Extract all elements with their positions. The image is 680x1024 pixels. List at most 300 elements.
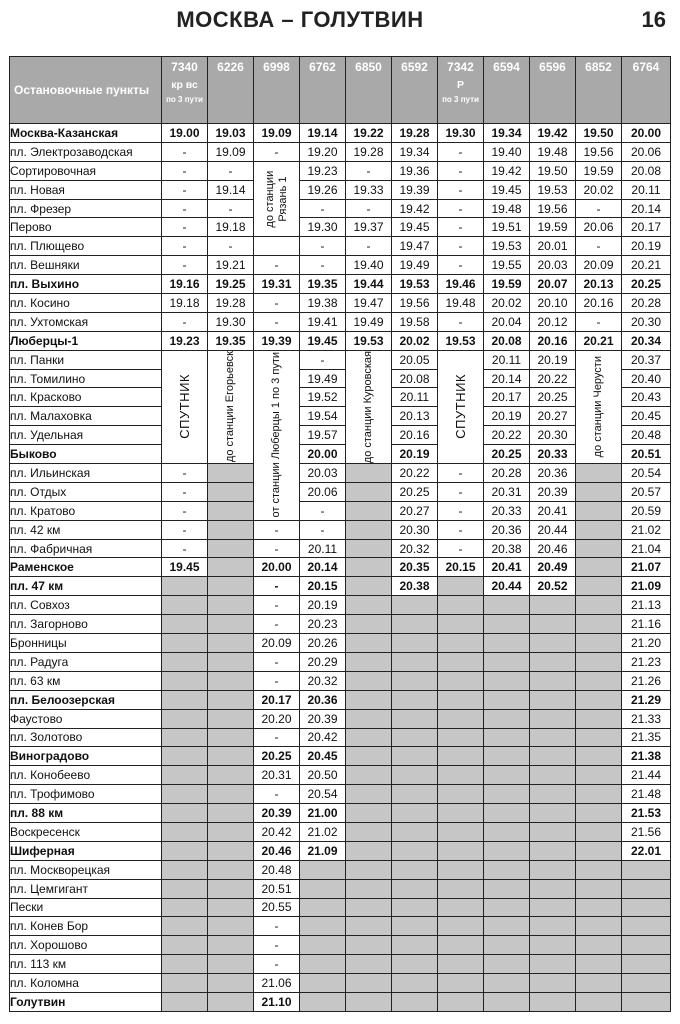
stop-row <box>10 955 671 974</box>
departure-time: 19.53 <box>530 180 576 199</box>
departure-time <box>162 577 208 596</box>
departure-time: - <box>162 312 208 331</box>
departure-time: 19.52 <box>300 388 346 407</box>
departure-time: 20.38 <box>392 577 438 596</box>
stop-name: пл. Вешняки <box>10 256 162 275</box>
departure-time <box>162 822 208 841</box>
departure-time <box>438 615 484 634</box>
departure-time <box>576 690 622 709</box>
stop-name: пл. Косино <box>10 294 162 313</box>
stop-name: Виноградово <box>10 747 162 766</box>
departure-time <box>484 747 530 766</box>
train-number: 6850 <box>355 60 382 74</box>
stop-name: пл. Цемгигант <box>10 879 162 898</box>
departure-time: 19.58 <box>392 312 438 331</box>
stop-row <box>10 312 671 331</box>
stop-row <box>10 482 671 501</box>
departure-time <box>438 955 484 974</box>
departure-time: 19.22 <box>346 124 392 143</box>
departure-time: 21.07 <box>622 558 671 577</box>
departure-time <box>438 690 484 709</box>
departure-time <box>208 917 254 936</box>
stop-row <box>10 464 671 483</box>
departure-time: - <box>254 936 300 955</box>
departure-time <box>392 615 438 634</box>
departure-time <box>576 482 622 501</box>
departure-time: 20.14 <box>622 199 671 218</box>
departure-time: 20.12 <box>530 312 576 331</box>
departure-time: 20.15 <box>300 577 346 596</box>
departure-time <box>162 936 208 955</box>
departure-time <box>346 860 392 879</box>
departure-time <box>208 501 254 520</box>
departure-time: - <box>346 199 392 218</box>
departure-time: - <box>438 520 484 539</box>
departure-time <box>208 558 254 577</box>
departure-time: - <box>254 955 300 974</box>
departure-time: 20.42 <box>300 728 346 747</box>
stop-name: пл. Электрозаводская <box>10 142 162 161</box>
departure-time: 20.44 <box>484 577 530 596</box>
stop-name: пл. Новая <box>10 180 162 199</box>
route-annotation <box>254 350 300 520</box>
departure-time: 20.05 <box>392 350 438 369</box>
departure-time: - <box>300 350 346 369</box>
departure-time: 19.28 <box>392 124 438 143</box>
departure-time <box>346 577 392 596</box>
stop-row <box>10 558 671 577</box>
departure-time: 20.08 <box>622 161 671 180</box>
departure-time <box>346 539 392 558</box>
stops-header: Остановочные пункты <box>10 57 162 124</box>
departure-time <box>300 974 346 993</box>
departure-time <box>392 690 438 709</box>
departure-time: 20.31 <box>254 766 300 785</box>
departure-time: 19.34 <box>392 142 438 161</box>
stop-name: Люберцы-1 <box>10 331 162 350</box>
departure-time: 20.25 <box>254 747 300 766</box>
departure-time: - <box>208 161 254 180</box>
departure-time <box>484 652 530 671</box>
departure-time: 20.16 <box>576 294 622 313</box>
departure-time: 20.02 <box>576 180 622 199</box>
departure-time <box>576 879 622 898</box>
departure-time <box>530 822 576 841</box>
stop-row <box>10 596 671 615</box>
train-column-header <box>300 57 346 124</box>
departure-time <box>576 652 622 671</box>
stop-row <box>10 237 671 256</box>
departure-time <box>576 520 622 539</box>
departure-time: 20.35 <box>392 558 438 577</box>
departure-time: 20.25 <box>392 482 438 501</box>
departure-time <box>208 766 254 785</box>
stop-row <box>10 879 671 898</box>
departure-time <box>346 992 392 1011</box>
departure-time <box>438 974 484 993</box>
stop-row <box>10 615 671 634</box>
stop-name: пл. Белоозерская <box>10 690 162 709</box>
stop-row <box>10 690 671 709</box>
stop-row <box>10 445 671 464</box>
departure-time <box>346 520 392 539</box>
departure-time: 20.55 <box>254 898 300 917</box>
stop-row <box>10 804 671 823</box>
stop-row <box>10 747 671 766</box>
departure-time: 20.22 <box>484 426 530 445</box>
departure-time: 19.03 <box>208 124 254 143</box>
departure-time <box>438 596 484 615</box>
departure-time <box>622 974 671 993</box>
stop-name: пл. Конев Бор <box>10 917 162 936</box>
departure-time: 19.14 <box>208 180 254 199</box>
departure-time <box>576 615 622 634</box>
departure-time: 20.54 <box>622 464 671 483</box>
departure-time <box>484 898 530 917</box>
departure-time: - <box>162 501 208 520</box>
departure-time: 20.06 <box>576 218 622 237</box>
departure-time: 19.59 <box>484 275 530 294</box>
departure-time <box>530 785 576 804</box>
departure-time <box>162 860 208 879</box>
departure-time <box>392 822 438 841</box>
departure-time: 20.45 <box>622 407 671 426</box>
departure-time: - <box>162 199 208 218</box>
departure-time <box>392 992 438 1011</box>
departure-time: 19.00 <box>162 124 208 143</box>
departure-time: 20.19 <box>530 350 576 369</box>
stop-name: пл. Москворецкая <box>10 860 162 879</box>
departure-time: 20.48 <box>254 860 300 879</box>
departure-time: - <box>254 671 300 690</box>
departure-time <box>530 634 576 653</box>
departure-time <box>346 709 392 728</box>
stop-name: пл. Загорново <box>10 615 162 634</box>
departure-time <box>484 936 530 955</box>
stop-name: пл. Конобеево <box>10 766 162 785</box>
departure-time <box>576 974 622 993</box>
departure-time <box>208 974 254 993</box>
departure-time: 19.28 <box>346 142 392 161</box>
departure-time: - <box>576 237 622 256</box>
departure-time: 19.45 <box>392 218 438 237</box>
departure-time: - <box>346 237 392 256</box>
departure-time <box>392 879 438 898</box>
departure-time: 20.07 <box>530 275 576 294</box>
train-column-header <box>346 57 392 124</box>
departure-time: 20.19 <box>392 445 438 464</box>
departure-time: 19.42 <box>530 124 576 143</box>
train-number: 6764 <box>632 60 660 74</box>
departure-time: 20.19 <box>300 596 346 615</box>
departure-time <box>484 709 530 728</box>
departure-time: - <box>438 482 484 501</box>
departure-time <box>484 992 530 1011</box>
departure-time <box>622 898 671 917</box>
departure-time: 20.13 <box>392 407 438 426</box>
departure-time: 19.56 <box>576 142 622 161</box>
departure-time <box>392 955 438 974</box>
departure-time <box>530 709 576 728</box>
departure-time <box>346 936 392 955</box>
stop-row <box>10 501 671 520</box>
stop-name: Фаустово <box>10 709 162 728</box>
departure-time <box>346 615 392 634</box>
departure-time: 20.30 <box>392 520 438 539</box>
departure-time <box>162 728 208 747</box>
departure-time <box>162 804 208 823</box>
departure-time <box>162 596 208 615</box>
train-number: 6998 <box>263 60 290 74</box>
departure-time <box>346 841 392 860</box>
departure-time <box>392 766 438 785</box>
departure-time: 20.33 <box>530 445 576 464</box>
stop-row <box>10 294 671 313</box>
train-column-header <box>484 57 530 124</box>
departure-time: 19.57 <box>300 426 346 445</box>
departure-time: 21.33 <box>622 709 671 728</box>
departure-time <box>346 690 392 709</box>
departure-time <box>484 615 530 634</box>
departure-time: 20.02 <box>392 331 438 350</box>
departure-time <box>438 860 484 879</box>
stop-name: пл. Ильинская <box>10 464 162 483</box>
departure-time <box>438 634 484 653</box>
departure-time <box>346 785 392 804</box>
departure-time <box>162 747 208 766</box>
departure-time: 19.48 <box>438 294 484 313</box>
departure-time: 20.39 <box>530 482 576 501</box>
stop-name: пл. Золотово <box>10 728 162 747</box>
departure-time: 21.23 <box>622 652 671 671</box>
departure-time: 21.35 <box>622 728 671 747</box>
departure-time: - <box>254 256 300 275</box>
departure-time <box>438 992 484 1011</box>
departure-time: 19.41 <box>300 312 346 331</box>
departure-time: 20.36 <box>530 464 576 483</box>
departure-time: 21.44 <box>622 766 671 785</box>
departure-time: 20.46 <box>254 841 300 860</box>
departure-time <box>208 992 254 1011</box>
departure-time: - <box>208 237 254 256</box>
departure-time <box>484 728 530 747</box>
departure-time <box>346 804 392 823</box>
departure-time: 19.47 <box>346 294 392 313</box>
departure-time: 19.59 <box>530 218 576 237</box>
departure-time: 20.09 <box>254 634 300 653</box>
train-number: 7340 <box>171 60 198 74</box>
departure-time <box>622 879 671 898</box>
departure-time <box>346 482 392 501</box>
stop-row <box>10 350 671 369</box>
departure-time <box>300 860 346 879</box>
train-number: 7342 <box>447 60 474 74</box>
departure-time <box>346 652 392 671</box>
departure-time <box>208 822 254 841</box>
departure-time: 20.38 <box>484 539 530 558</box>
departure-time <box>346 955 392 974</box>
departure-time: 20.54 <box>300 785 346 804</box>
departure-time: 19.20 <box>300 142 346 161</box>
train-column-header <box>622 57 671 124</box>
departure-time: 20.19 <box>484 407 530 426</box>
departure-time: - <box>254 596 300 615</box>
route-annotation-text: от станции Люберцы 1 по 3 пути <box>270 352 282 518</box>
departure-time: 19.26 <box>300 180 346 199</box>
departure-time <box>392 804 438 823</box>
departure-time <box>484 785 530 804</box>
departure-time: 19.48 <box>530 142 576 161</box>
departure-time: - <box>438 161 484 180</box>
departure-time <box>346 501 392 520</box>
departure-time <box>576 596 622 615</box>
departure-time <box>438 709 484 728</box>
departure-time <box>392 917 438 936</box>
departure-time: 19.53 <box>346 331 392 350</box>
departure-time <box>208 955 254 974</box>
stop-name: Воскресенск <box>10 822 162 841</box>
stop-row <box>10 407 671 426</box>
departure-time <box>392 709 438 728</box>
departure-time: - <box>254 520 300 539</box>
stop-row <box>10 766 671 785</box>
departure-time: - <box>162 464 208 483</box>
departure-time: 20.17 <box>254 690 300 709</box>
stop-name: Пески <box>10 898 162 917</box>
departure-time <box>530 860 576 879</box>
departure-time: 19.56 <box>530 199 576 218</box>
stop-name: пл. 47 км <box>10 577 162 596</box>
departure-time: 19.31 <box>254 275 300 294</box>
page-number: 16 <box>641 7 666 32</box>
departure-time: 20.29 <box>300 652 346 671</box>
stop-name: Москва-Казанская <box>10 124 162 143</box>
departure-time: 20.02 <box>484 294 530 313</box>
departure-time <box>346 898 392 917</box>
departure-time <box>392 596 438 615</box>
departure-time: 20.19 <box>622 237 671 256</box>
departure-time <box>530 917 576 936</box>
departure-time: 20.50 <box>300 766 346 785</box>
departure-time <box>576 464 622 483</box>
departure-time: - <box>576 199 622 218</box>
departure-time <box>576 709 622 728</box>
departure-time <box>530 936 576 955</box>
departure-time: 19.40 <box>346 256 392 275</box>
route-annotation-text: до станции Егорьевск <box>224 351 236 463</box>
departure-time <box>162 898 208 917</box>
departure-time <box>392 974 438 993</box>
departure-time: - <box>162 142 208 161</box>
departure-time <box>208 482 254 501</box>
departure-time <box>208 709 254 728</box>
train-track-note: по 3 пути <box>166 95 203 104</box>
departure-time <box>576 955 622 974</box>
stop-name: пл. 113 км <box>10 955 162 974</box>
stop-name: Перово <box>10 218 162 237</box>
departure-time: 19.23 <box>162 331 208 350</box>
stop-name: пл. Фрезер <box>10 199 162 218</box>
departure-time <box>300 936 346 955</box>
departure-time <box>162 652 208 671</box>
stop-row <box>10 841 671 860</box>
stop-name: пл. Красково <box>10 388 162 407</box>
departure-time: 19.28 <box>208 294 254 313</box>
departure-time: 20.26 <box>300 634 346 653</box>
departure-time <box>392 728 438 747</box>
departure-time: 20.25 <box>530 388 576 407</box>
departure-time: 20.22 <box>392 464 438 483</box>
departure-time <box>346 634 392 653</box>
departure-time <box>208 615 254 634</box>
departure-time <box>208 464 254 483</box>
departure-time <box>622 917 671 936</box>
departure-time <box>530 766 576 785</box>
departure-time: 19.49 <box>300 369 346 388</box>
departure-time <box>484 822 530 841</box>
departure-time: 20.45 <box>300 747 346 766</box>
departure-time <box>530 596 576 615</box>
departure-time: - <box>254 294 300 313</box>
departure-time: 20.52 <box>530 577 576 596</box>
departure-time: - <box>438 218 484 237</box>
departure-time <box>530 992 576 1011</box>
departure-time <box>162 879 208 898</box>
departure-time <box>392 747 438 766</box>
departure-time <box>392 860 438 879</box>
departure-time: 19.51 <box>484 218 530 237</box>
departure-time: 19.42 <box>484 161 530 180</box>
departure-time <box>208 898 254 917</box>
departure-time: - <box>438 312 484 331</box>
departure-time: 20.36 <box>300 690 346 709</box>
stop-name: пл. 63 км <box>10 671 162 690</box>
departure-time <box>438 804 484 823</box>
departure-time <box>576 785 622 804</box>
departure-time <box>346 728 392 747</box>
departure-time: 19.30 <box>300 218 346 237</box>
departure-time: 20.28 <box>622 294 671 313</box>
departure-time: 20.37 <box>622 350 671 369</box>
departure-time: 20.00 <box>254 558 300 577</box>
stop-row <box>10 218 671 237</box>
train-column-header <box>530 57 576 124</box>
departure-time <box>208 652 254 671</box>
departure-time: 21.38 <box>622 747 671 766</box>
departure-time: 20.14 <box>484 369 530 388</box>
departure-time: 19.53 <box>438 331 484 350</box>
departure-time <box>576 917 622 936</box>
departure-time: 19.49 <box>346 312 392 331</box>
departure-time: 20.11 <box>622 180 671 199</box>
departure-time <box>300 955 346 974</box>
departure-time: - <box>254 539 300 558</box>
departure-time: 21.02 <box>622 520 671 539</box>
stop-name: пл. Фабричная <box>10 539 162 558</box>
departure-time: 20.11 <box>392 388 438 407</box>
stop-name: Быково <box>10 445 162 464</box>
departure-time <box>576 841 622 860</box>
departure-time <box>484 690 530 709</box>
departure-time: - <box>438 501 484 520</box>
route-annotation <box>346 350 392 463</box>
stop-name: пл. Ухтомская <box>10 312 162 331</box>
stop-row <box>10 331 671 350</box>
departure-time: 19.18 <box>208 218 254 237</box>
train-number: 6852 <box>585 60 612 74</box>
route-annotation-text: до станции Рязань 1 <box>263 170 289 228</box>
departure-time <box>162 974 208 993</box>
